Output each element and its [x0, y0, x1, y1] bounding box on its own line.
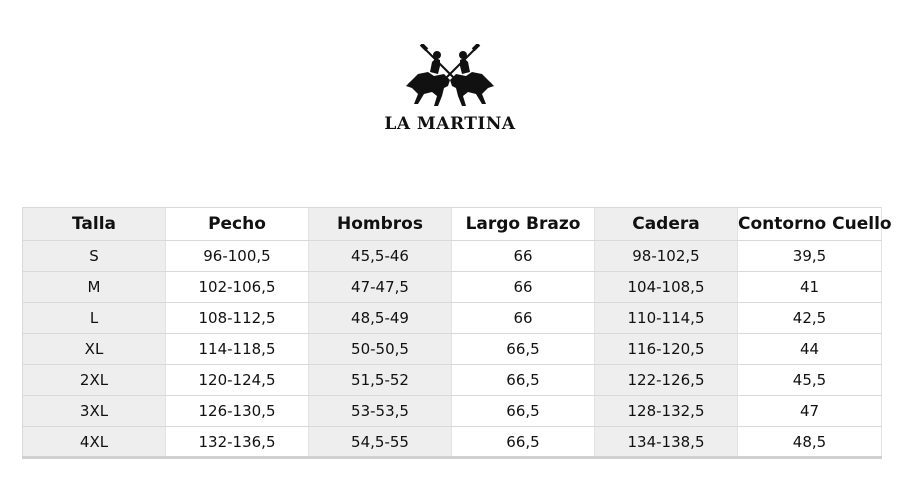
table-cell: 108-112,5 [166, 303, 309, 334]
table-row [23, 396, 882, 427]
table-cell: L [23, 303, 166, 334]
column-header: Pecho [166, 208, 309, 241]
table-cell: 66,5 [452, 427, 595, 458]
table-row [23, 303, 882, 334]
table-row [23, 334, 882, 365]
brand-logo [360, 40, 540, 140]
table-row [23, 365, 882, 396]
table-cell: 116-120,5 [595, 334, 738, 365]
table-row [23, 241, 882, 272]
table-cell: 3XL [23, 396, 166, 427]
table-row [23, 272, 882, 303]
table-cell: 41 [738, 272, 882, 303]
table-cell: 2XL [23, 365, 166, 396]
column-header: Contorno Cuello [738, 208, 882, 241]
table-cell: 39,5 [738, 241, 882, 272]
table-cell: 96-100,5 [166, 241, 309, 272]
size-chart-table [22, 207, 892, 459]
table-cell: 132-136,5 [166, 427, 309, 458]
table-cell: 47-47,5 [309, 272, 452, 303]
table-cell: 50-50,5 [309, 334, 452, 365]
table-cell: 134-138,5 [595, 427, 738, 458]
table-cell: 126-130,5 [166, 396, 309, 427]
table-cell: XL [23, 334, 166, 365]
table-cell: 66,5 [452, 396, 595, 427]
table-cell: 66,5 [452, 334, 595, 365]
table-cell: 4XL [23, 427, 166, 458]
table-cell: 122-126,5 [595, 365, 738, 396]
table-cell: 45,5 [738, 365, 882, 396]
table-cell: M [23, 272, 166, 303]
table-cell: 54,5-55 [309, 427, 452, 458]
table-cell: S [23, 241, 166, 272]
table-cell: 66 [452, 303, 595, 334]
table-cell: 44 [738, 334, 882, 365]
polo-players-icon [404, 44, 496, 112]
table-cell: 110-114,5 [595, 303, 738, 334]
table-cell: 53-53,5 [309, 396, 452, 427]
table-cell: 128-132,5 [595, 396, 738, 427]
table-cell: 51,5-52 [309, 365, 452, 396]
column-header: Largo Brazo [452, 208, 595, 241]
table-cell: 102-106,5 [166, 272, 309, 303]
table-cell: 114-118,5 [166, 334, 309, 365]
column-header: Talla [23, 208, 166, 241]
table-cell: 48,5 [738, 427, 882, 458]
table-header-row [23, 208, 882, 241]
table-cell: 42,5 [738, 303, 882, 334]
table-cell: 48,5-49 [309, 303, 452, 334]
table-cell: 66 [452, 241, 595, 272]
brand-name: LA MARTINA [384, 114, 516, 134]
table-cell: 47 [738, 396, 882, 427]
table-cell: 45,5-46 [309, 241, 452, 272]
table-cell: 104-108,5 [595, 272, 738, 303]
column-header: Hombros [309, 208, 452, 241]
table-row [23, 427, 882, 458]
table-cell: 98-102,5 [595, 241, 738, 272]
table-cell: 66,5 [452, 365, 595, 396]
table-cell: 120-124,5 [166, 365, 309, 396]
column-header: Cadera [595, 208, 738, 241]
table-cell: 66 [452, 272, 595, 303]
